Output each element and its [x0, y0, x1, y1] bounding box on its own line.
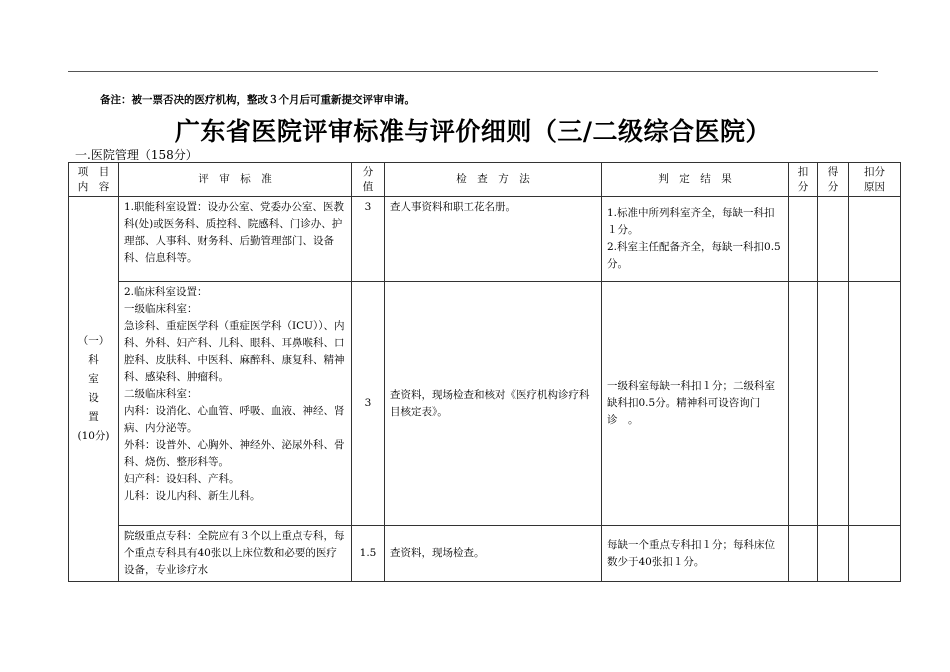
result-cell: 每缺一个重点专科扣１分；每科床位数少于40张扣１分。: [602, 526, 789, 582]
method-cell: 查资料，现场检查和核对《医疗机构诊疗科目核定表》。: [385, 282, 602, 526]
category-cell: （一） 科 室 设 置 (10分): [69, 197, 119, 582]
table-row: [69, 526, 901, 582]
top-rule: [68, 71, 878, 72]
reason-cell[interactable]: [849, 526, 901, 582]
score-cell: 3: [352, 197, 385, 282]
document-title: 广东省医院评审标准与评价细则（三/二级综合医院）: [174, 117, 772, 146]
col-header-score: 分 值: [352, 163, 385, 197]
col-header-gain: 得 分: [818, 163, 849, 197]
deduct-cell[interactable]: [789, 282, 818, 526]
table-row: [69, 197, 901, 282]
col-header-standard: 评 审 标 准: [119, 163, 352, 197]
score-cell: 1.5: [352, 526, 385, 582]
col-header-deduct: 扣 分: [789, 163, 818, 197]
gain-cell[interactable]: [818, 197, 849, 282]
standard-cell: 院级重点专科：全院应有３个以上重点专科，每个重点专科具有40张以上床位数和必要的医疗设备，专业诊疗水: [119, 526, 352, 582]
method-cell: 查人事资料和职工花名册。: [385, 197, 602, 282]
reason-cell[interactable]: [849, 282, 901, 526]
gain-cell[interactable]: [818, 282, 849, 526]
result-cell: 一级科室每缺一科扣１分；二级科室缺科扣0.5分。精神科可设咨询门诊 。: [602, 282, 789, 526]
col-header-result: 判 定 结 果: [602, 163, 789, 197]
col-header-reason: 扣分 原因: [849, 163, 901, 197]
gain-cell[interactable]: [818, 526, 849, 582]
criteria-table: [68, 162, 901, 582]
standard-cell: 2.临床科室设置： 一级临床科室： 急诊科、重症医学科（重症医学科（ICU））、内科、外科、妇产科、儿科、眼科、耳鼻喉科、口腔科、皮肤科、中医科、麻醉科、康复科、精神科、感染科、肿瘤科。 二级临床科室： 内科：设消化、心血管、呼吸、血液、神经、肾病、内分泌等。 外科：设普外、心胸外、神经外、泌尿外科、骨科、烧伤、整形科等。 妇产科：设妇科、产科。 儿科：设儿内科、新生儿科。: [119, 282, 352, 526]
remark-note: 备注：被一票否决的医疗机构，整改３个月后可重新提交评审申请。: [100, 94, 415, 106]
result-cell: 1.标准中所列科室齐全，每缺一科扣１分。 2.科室主任配备齐全，每缺一科扣0.5分。: [602, 197, 789, 282]
deduct-cell[interactable]: [789, 197, 818, 282]
col-header-item: 项 目 内 容: [69, 163, 119, 197]
header-row: [69, 163, 901, 197]
table-row: [69, 282, 901, 526]
section-heading: 一.医院管理（158分）: [75, 148, 198, 162]
col-header-method: 检 查 方 法: [385, 163, 602, 197]
reason-cell[interactable]: [849, 197, 901, 282]
deduct-cell[interactable]: [789, 526, 818, 582]
standard-cell: 1.职能科室设置：设办公室、党委办公室、医教科(处)或医务科、质控科、院感科、门诊办、护理部、人事科、财务科、后勤管理部门、设备科、信息科等。: [119, 197, 352, 282]
score-cell: 3: [352, 282, 385, 526]
method-cell: 查资料，现场检查。: [385, 526, 602, 582]
